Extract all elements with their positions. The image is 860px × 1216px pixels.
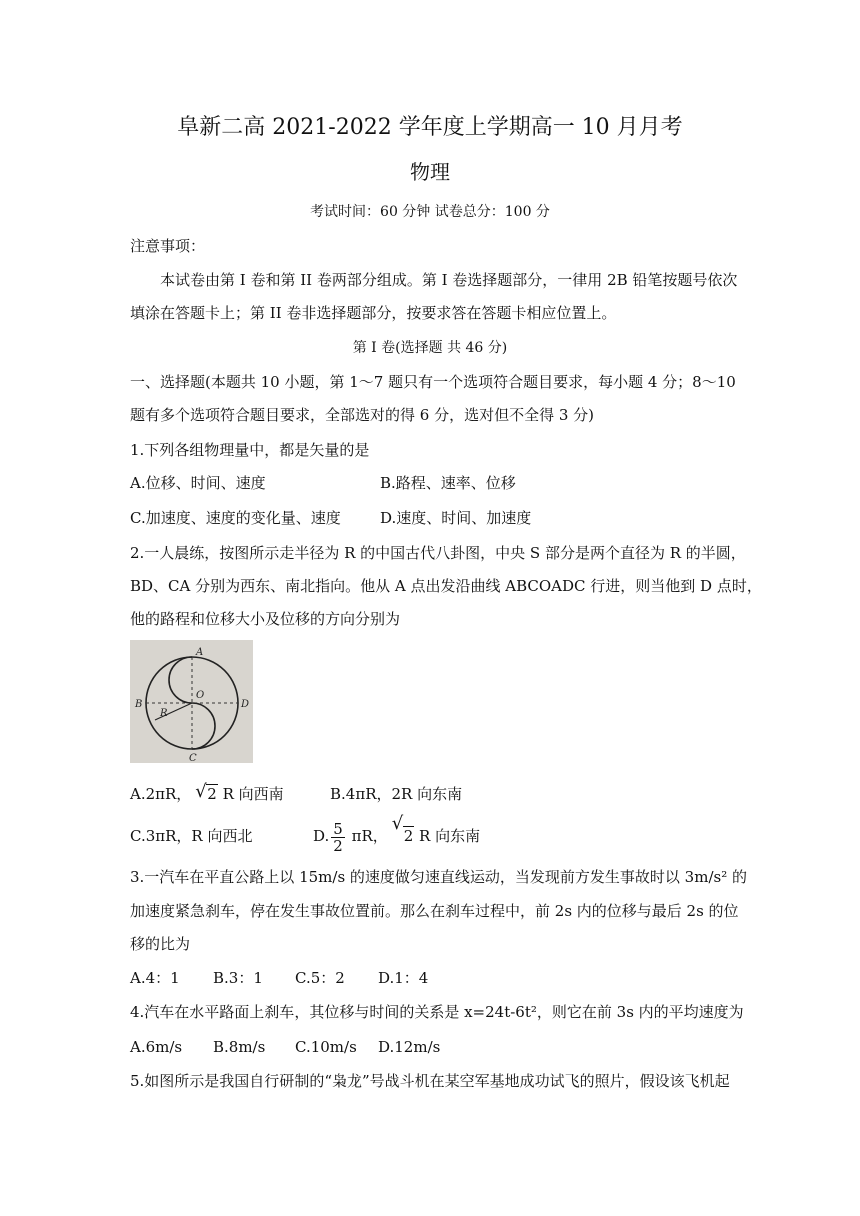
fraction: [331, 821, 345, 854]
label-o: O: [196, 690, 205, 701]
q3-stem-3: 移的比为: [130, 935, 191, 953]
q4-stem: 4.汽车在水平路面上刹车，其位移与时间的关系是 x=24t-6t²，则它在前 3s 内的平均速度为: [130, 1003, 744, 1021]
q2-option-d-tail: R 向东南: [414, 827, 481, 845]
q2-option-a-text: A.2πR，: [130, 785, 192, 803]
q4-option-d: D.12m/s: [378, 1038, 441, 1056]
q3-option-d: D.1：4: [378, 969, 429, 987]
q2-option-d: [313, 813, 481, 856]
section-instructions-2: 题有多个选项符合题目要求，全部选对的得 6 分，选对但不全得 3 分): [130, 406, 595, 424]
q2-option-d-radicand: 2: [403, 827, 414, 845]
sqrt-symbol: √ 2: [195, 781, 217, 803]
q2-option-a-tail: R 向西南: [217, 785, 284, 803]
label-c: C: [189, 753, 197, 763]
q3-stem-2: 加速度紧急刹车，停在发生事故位置前。那么在刹车过程中，前 2s 内的位移与最后 2s 的位: [130, 902, 739, 920]
bagua-diagram: [130, 640, 253, 763]
q2-stem-2: BD、CA 分别为西东、南北指向。他从 A 点出发沿曲线 ABCOADC 行进，则当他到 D 点时，: [130, 577, 762, 595]
q1-option-d: D.速度、时间、加速度: [380, 509, 532, 527]
q1-option-a: A.位移、时间、速度: [130, 474, 266, 492]
fraction-numerator: 5: [333, 819, 343, 838]
q4-option-b: B.8m/s: [213, 1038, 266, 1056]
label-a: A: [196, 647, 204, 658]
q3-option-c: C.5：2: [295, 969, 345, 987]
q1-stem: 1.下列各组物理量中，都是矢量的是: [130, 441, 370, 459]
q2-stem-3: 他的路程和位移大小及位移的方向分别为: [130, 610, 401, 628]
exam-title: 阜新二高 2021-2022 学年度上学期高一 10 月月考: [177, 115, 683, 140]
q1-option-c: C.加速度、速度的变化量、速度: [130, 509, 341, 527]
q3-stem-1: 3.一汽车在平直公路上以 15m/s 的速度做匀速直线运动，当发现前方发生事故时以 3m/s² 的: [130, 868, 747, 886]
part1-heading: 第 I 卷(选择题 共 46 分): [352, 340, 508, 356]
q1-option-b: B.路程、速率、位移: [380, 474, 516, 492]
q2-option-c: C.3πR，R 向西北: [130, 827, 253, 845]
fraction-denominator: 2: [333, 836, 343, 855]
q2-option-a: [130, 781, 284, 804]
label-b: B: [135, 699, 143, 710]
q4-option-c: C.10m/s: [295, 1038, 357, 1056]
q3-option-b: B.3：1: [213, 969, 263, 987]
q5-stem-1: 5.如图所示是我国自行研制的“枭龙”号战斗机在某空军基地成功试飞的照片，假设该飞机起: [130, 1072, 730, 1090]
q2-option-b: B.4πR，2R 向东南: [330, 785, 463, 803]
notice-line-2: 填涂在答题卡上；第 II 卷非选择题部分，按要求答在答题卡相应位置上。: [130, 304, 617, 322]
exam-subject: 物理: [410, 160, 450, 184]
q2-option-d-text: D.: [313, 827, 330, 845]
q4-option-a: A.6m/s: [130, 1038, 183, 1056]
q2-option-d-mid: πR，: [346, 827, 388, 845]
q3-option-a: A.4：1: [130, 969, 180, 987]
label-r: R: [160, 708, 168, 719]
notice-heading: 注意事项：: [130, 237, 206, 255]
sqrt-symbol: √ 2: [391, 813, 414, 845]
section-instructions-1: 一、选择题(本题共 10 小题，第 1～7 题只有一个选项符合题目要求，每小题 4 分；8～10: [130, 373, 736, 391]
notice-line-1: 本试卷由第 I 卷和第 II 卷两部分组成。第 I 卷选择题部分，一律用 2B 铅笔按题号依次: [160, 271, 738, 289]
q2-stem-1: 2.一人晨练，按图所示走半径为 R 的中国古代八卦图，中央 S 部分是两个直径为 R 的半圆，: [130, 544, 746, 562]
exam-info: 考试时间：60 分钟 试卷总分：100 分: [310, 204, 550, 220]
q2-option-a-radicand: 2: [207, 785, 217, 803]
label-d: D: [241, 699, 250, 710]
